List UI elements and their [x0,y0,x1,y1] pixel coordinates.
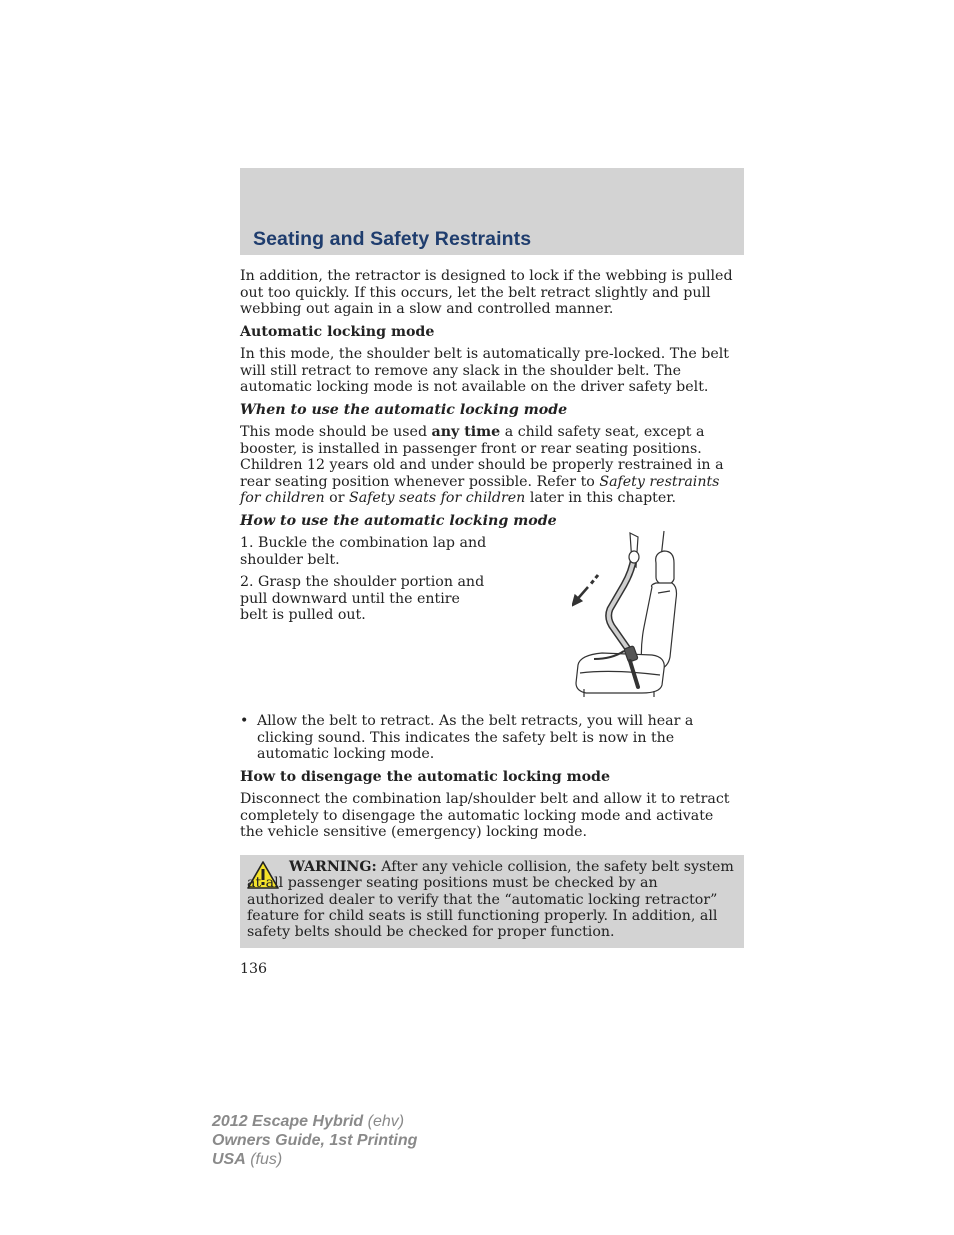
warning-text [247,859,739,940]
warning-body: After any vehicle collision, the safety belt system at all passenger seating positions must be checked by an authorized dealer to verify that the “automatic locking retractor” feature for child seats is still functioning properly. In addition, all safety belts should be checked for proper function. [247,859,734,941]
footer-line-2 [212,1131,417,1150]
when-paragraph [240,424,740,507]
step-1: 1. Buckle the combination lap and shoulder belt. [240,535,487,568]
when-text-2: a child safety seat, except a booster, is installed in passenger front or rear seating positions. Children 12 years old and under should be properly restrained in a rear seating position whenever possible. Refer to [240,424,724,490]
footer-model: 2012 Escape Hybrid [212,1113,364,1130]
auto-mode-paragraph: In this mode, the shoulder belt is automatically pre-locked. The belt will still retract to remove any slack in the shoulder belt. The automatic locking mode is not available on the driver safety belt. [240,346,730,395]
when-heading: When to use the automatic locking mode [240,401,568,418]
when-text-or: or [324,490,349,506]
section-title: Seating and Safety Restraints [253,228,532,250]
warning-box [240,855,744,948]
seat-belt-illustration [572,527,678,699]
disengage-heading: How to disengage the automatic locking mode [240,768,611,785]
footer-model-code: (ehv) [363,1113,405,1130]
footer-line-3 [212,1150,417,1169]
footer-guide: Owners Guide, 1st Printing [212,1132,418,1149]
warning-label: WARNING: [289,859,377,875]
steps-list [240,535,488,624]
page-content [240,268,740,847]
ref-safety-seats: Safety seats for children [348,490,526,506]
when-text-3: later in this chapter. [525,490,677,506]
how-heading: How to use the automatic locking mode [240,512,557,529]
ref-safety-restraints: Safety restraints for children [240,473,720,506]
steps-with-figure [240,535,740,713]
intro-paragraph: In addition, the retractor is designed to lock if the webbing is pulled out too quickly. If this occurs, let the belt retract slightly and pull webbing out again in a slow and controlled manner. [240,268,733,317]
when-emphasis: any time [431,424,501,440]
footer-line-1 [212,1112,417,1131]
list-item [240,713,740,763]
page-number: 136 [240,961,268,977]
when-text-1: This mode should be used [240,424,432,440]
footer-market-code: (fus) [245,1151,283,1168]
step-2: 2. Grasp the shoulder portion and pull downward until the entire belt is pulled out. [240,574,485,623]
footer-market: USA [212,1151,246,1168]
disengage-paragraph: Disconnect the combination lap/shoulder belt and allow it to retract completely to disengage the automatic locking mode and activate the vehicle sensitive (emergency) locking mode. [240,791,730,840]
auto-mode-heading: Automatic locking mode [240,323,435,340]
bullet-mark: • [240,713,249,729]
document-footer [212,1112,417,1169]
bullet-text: Allow the belt to retract. As the belt retracts, you will hear a clicking sound. This indicates the safety belt is now in the automatic locking mode. [257,713,694,762]
section-header [240,168,744,255]
